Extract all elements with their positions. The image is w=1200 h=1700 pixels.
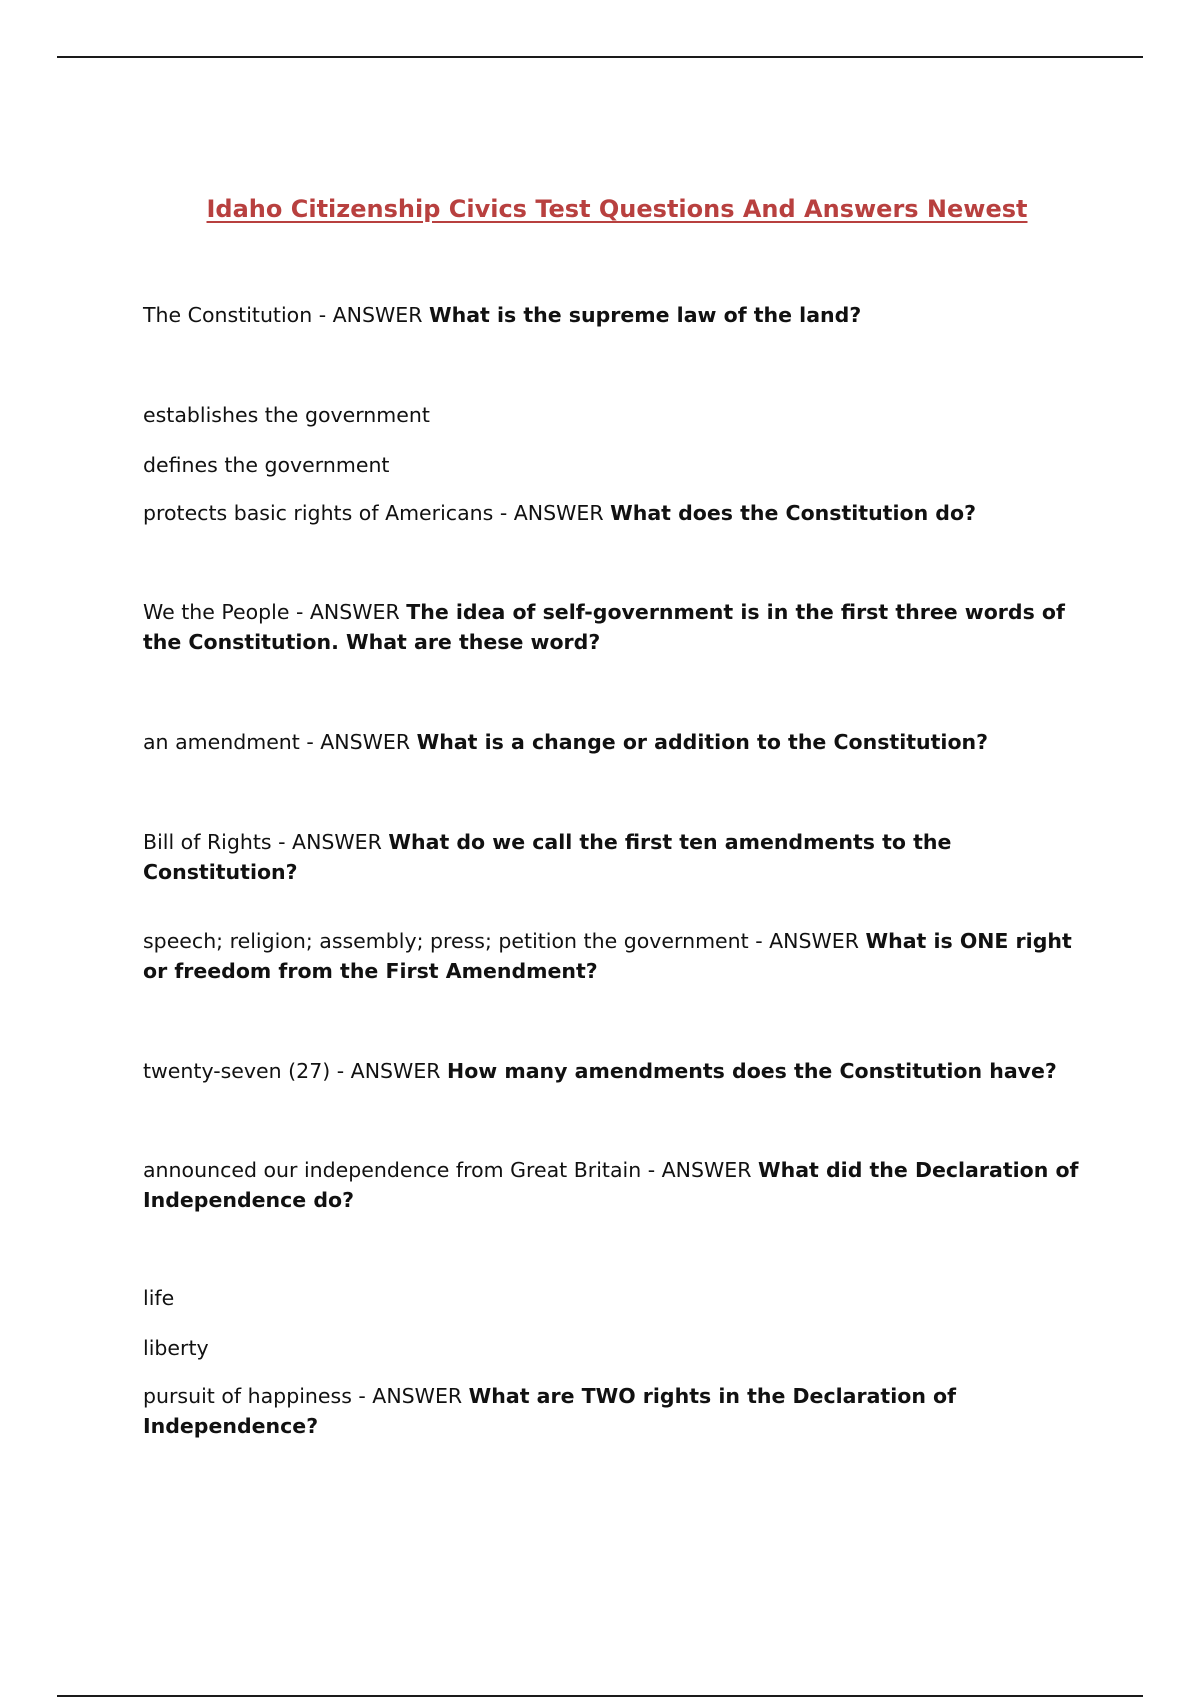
- qa-line: [143, 300, 1093, 330]
- qa-line: [143, 1056, 1093, 1086]
- qa-entry: [143, 727, 1093, 757]
- qa-entry: [143, 300, 1093, 330]
- answer-text: We the People: [143, 600, 290, 624]
- qa-line: [143, 827, 1093, 887]
- answer-line: defines the government: [143, 453, 390, 477]
- answer-text: an amendment: [143, 730, 300, 754]
- answer-text: The Constitution: [143, 303, 313, 327]
- qa-entry: [143, 1155, 1093, 1215]
- qa-line: [143, 498, 1093, 528]
- question-text: What is a change or addition to the Constitution?: [416, 730, 989, 754]
- qa-entry: [143, 400, 1093, 528]
- question-text: What are TWO rights in the Declaration of Independence?: [143, 1384, 957, 1438]
- question-text: What do we call the first ten amendments to the Constitution?: [143, 830, 952, 884]
- qa-line: [143, 1381, 1093, 1441]
- answer-separator: - ANSWER: [351, 1384, 469, 1408]
- qa-line: [143, 1155, 1093, 1215]
- qa-line: [143, 727, 1093, 757]
- answer-text: protects basic rights of Americans: [143, 501, 494, 525]
- answer-text: twenty-seven (27): [143, 1059, 331, 1083]
- answer-line: establishes the government: [143, 403, 430, 427]
- answer-separator: - ANSWER: [271, 830, 389, 854]
- question-text: What did the Declaration of Independence do?: [143, 1158, 1079, 1212]
- answer-text: pursuit of happiness: [143, 1384, 352, 1408]
- qa-entry: [143, 827, 1093, 887]
- question-text: What is ONE right or freedom from the First Amendment?: [143, 929, 1072, 983]
- answer-separator: - ANSWER: [641, 1158, 759, 1182]
- qa-entry: [143, 1283, 1093, 1441]
- question-text: The idea of self-government is in the first three words of the Constitution. What are these word?: [143, 600, 1065, 654]
- answer-separator: - ANSWER: [330, 1059, 448, 1083]
- answer-text: speech; religion; assembly; press; petition the government: [143, 929, 749, 953]
- qa-line: [143, 926, 1093, 986]
- question-text: What does the Constitution do?: [610, 501, 976, 525]
- question-text: What is the supreme law of the land?: [429, 303, 862, 327]
- answer-separator: - ANSWER: [289, 600, 407, 624]
- answer-separator: - ANSWER: [748, 929, 866, 953]
- answer-line: liberty: [143, 1336, 209, 1360]
- answer-separator: - ANSWER: [493, 501, 611, 525]
- qa-entry: [143, 597, 1093, 657]
- question-text: How many amendments does the Constitution have?: [447, 1059, 1057, 1083]
- answer-separator: - ANSWER: [299, 730, 417, 754]
- answer-text: announced our independence from Great Britain: [143, 1158, 642, 1182]
- answer-text: Bill of Rights: [143, 830, 272, 854]
- bottom-rule: [57, 1695, 1143, 1697]
- answer-line: life: [143, 1286, 175, 1310]
- answer-separator: - ANSWER: [312, 303, 430, 327]
- top-rule: [57, 56, 1143, 58]
- qa-entry: [143, 926, 1093, 986]
- qa-line: [143, 597, 1093, 657]
- qa-entry: [143, 1056, 1093, 1086]
- document-title: Idaho Citizenship Civics Test Questions And Answers Newest: [206, 195, 1028, 223]
